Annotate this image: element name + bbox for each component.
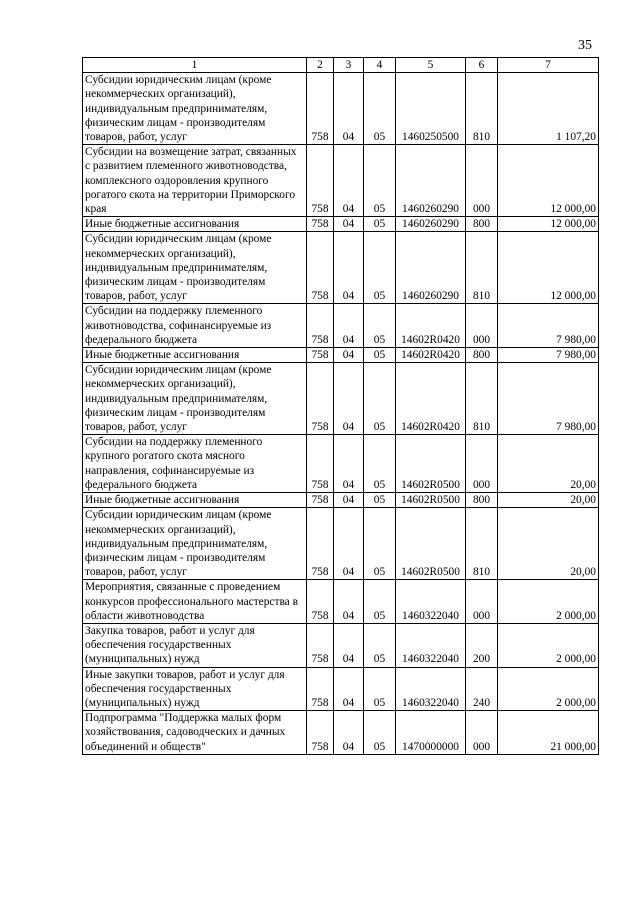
target-article-cell: 1460322040 [396,580,466,624]
table-body [83,73,599,755]
subsection-code-cell: 05 [364,145,396,217]
row-name-cell: Мероприятия, связанные с проведением конкурсов профессионального мастерства в области животноводства [83,580,307,624]
expense-type-cell: 810 [466,363,498,435]
section-code-cell: 04 [334,304,364,348]
header-cell: 3 [334,58,364,73]
section-code-cell: 04 [334,623,364,667]
ministry-code-cell: 758 [307,580,334,624]
subsection-code-cell: 05 [364,623,396,667]
table-row [83,667,599,711]
budget-table [82,57,599,755]
section-code-cell: 04 [334,145,364,217]
row-name-cell: Закупка товаров, работ и услуг для обеспечения государственных (муниципальных) нужд [83,623,307,667]
row-name-cell: Подпрограмма "Поддержка малых форм хозяйствования, садоводческих и дачных объединений и обществ" [83,711,307,755]
target-article-cell: 1460322040 [396,667,466,711]
page-number: 35 [578,38,592,53]
header-cell: 1 [83,58,307,73]
header-cell: 5 [396,58,466,73]
expense-type-cell: 000 [466,711,498,755]
ministry-code-cell: 758 [307,145,334,217]
table-row [83,435,599,493]
ministry-code-cell: 758 [307,73,334,145]
header-cell: 2 [307,58,334,73]
section-code-cell: 04 [334,580,364,624]
amount-cell: 20,00 [498,435,599,493]
header-cell: 7 [498,58,599,73]
ministry-code-cell: 758 [307,232,334,304]
subsection-code-cell: 05 [364,435,396,493]
section-code-cell: 04 [334,348,364,363]
target-article-cell: 1470000000 [396,711,466,755]
table-row [83,580,599,624]
amount-cell: 1 107,20 [498,73,599,145]
section-code-cell: 04 [334,363,364,435]
amount-cell: 21 000,00 [498,711,599,755]
ministry-code-cell: 758 [307,667,334,711]
row-name-cell: Субсидии на поддержку племенного животноводства, софинансируемые из федерального бюджета [83,304,307,348]
ministry-code-cell: 758 [307,348,334,363]
table-row [83,73,599,145]
table-row [83,304,599,348]
table-row [83,145,599,217]
amount-cell: 7 980,00 [498,304,599,348]
row-name-cell: Иные закупки товаров, работ и услуг для обеспечения государственных (муниципальных) нужд [83,667,307,711]
target-article-cell: 14602R0420 [396,348,466,363]
expense-type-cell: 800 [466,348,498,363]
ministry-code-cell: 758 [307,363,334,435]
subsection-code-cell: 05 [364,667,396,711]
expense-type-cell: 000 [466,304,498,348]
row-name-cell: Субсидии на поддержку племенного крупного рогатого скота мясного направления, софинансируемые из федерального бюджета [83,435,307,493]
section-code-cell: 04 [334,508,364,580]
amount-cell: 7 980,00 [498,348,599,363]
table-row [83,493,599,508]
subsection-code-cell: 05 [364,348,396,363]
expense-type-cell: 810 [466,73,498,145]
target-article-cell: 14602R0500 [396,493,466,508]
target-article-cell: 1460260290 [396,145,466,217]
row-name-cell: Субсидии на возмещение затрат, связанных с развитием племенного животноводства, комплексного оздоровления крупного рогатого скота на территории Приморского края [83,145,307,217]
subsection-code-cell: 05 [364,232,396,304]
ministry-code-cell: 758 [307,623,334,667]
target-article-cell: 1460260290 [396,232,466,304]
expense-type-cell: 240 [466,667,498,711]
row-name-cell: Иные бюджетные ассигнования [83,217,307,232]
subsection-code-cell: 05 [364,508,396,580]
subsection-code-cell: 05 [364,363,396,435]
expense-type-cell: 810 [466,232,498,304]
row-name-cell: Субсидии юридическим лицам (кроме некоммерческих организаций), индивидуальным предпринимателям, физическим лицам - производителям товаров, работ, услуг [83,363,307,435]
section-code-cell: 04 [334,217,364,232]
section-code-cell: 04 [334,493,364,508]
subsection-code-cell: 05 [364,580,396,624]
target-article-cell: 1460260290 [396,217,466,232]
ministry-code-cell: 758 [307,435,334,493]
section-code-cell: 04 [334,73,364,145]
table-row [83,508,599,580]
ministry-code-cell: 758 [307,508,334,580]
row-name-cell: Субсидии юридическим лицам (кроме некоммерческих организаций), индивидуальным предпринимателям, физическим лицам - производителям товаров, работ, услуг [83,73,307,145]
table-row [83,623,599,667]
subsection-code-cell: 05 [364,304,396,348]
amount-cell: 12 000,00 [498,232,599,304]
expense-type-cell: 000 [466,435,498,493]
expense-type-cell: 800 [466,217,498,232]
target-article-cell: 14602R0500 [396,508,466,580]
amount-cell: 20,00 [498,493,599,508]
amount-cell: 2 000,00 [498,667,599,711]
amount-cell: 12 000,00 [498,145,599,217]
section-code-cell: 04 [334,711,364,755]
table-row [83,348,599,363]
subsection-code-cell: 05 [364,711,396,755]
section-code-cell: 04 [334,435,364,493]
header-cell: 4 [364,58,396,73]
amount-cell: 20,00 [498,508,599,580]
table-row [83,711,599,755]
ministry-code-cell: 758 [307,304,334,348]
expense-type-cell: 810 [466,508,498,580]
section-code-cell: 04 [334,667,364,711]
amount-cell: 7 980,00 [498,363,599,435]
target-article-cell: 14602R0420 [396,304,466,348]
target-article-cell: 14602R0500 [396,435,466,493]
subsection-code-cell: 05 [364,217,396,232]
amount-cell: 2 000,00 [498,580,599,624]
ministry-code-cell: 758 [307,217,334,232]
expense-type-cell: 800 [466,493,498,508]
section-code-cell: 04 [334,232,364,304]
target-article-cell: 1460322040 [396,623,466,667]
row-name-cell: Иные бюджетные ассигнования [83,493,307,508]
expense-type-cell: 000 [466,145,498,217]
table-row [83,217,599,232]
ministry-code-cell: 758 [307,711,334,755]
header-cell: 6 [466,58,498,73]
row-name-cell: Иные бюджетные ассигнования [83,348,307,363]
table-row [83,232,599,304]
row-name-cell: Субсидии юридическим лицам (кроме некоммерческих организаций), индивидуальным предпринимателям, физическим лицам - производителям товаров, работ, услуг [83,508,307,580]
subsection-code-cell: 05 [364,493,396,508]
subsection-code-cell: 05 [364,73,396,145]
expense-type-cell: 200 [466,623,498,667]
target-article-cell: 14602R0420 [396,363,466,435]
table-header-row [83,58,599,73]
amount-cell: 12 000,00 [498,217,599,232]
amount-cell: 2 000,00 [498,623,599,667]
ministry-code-cell: 758 [307,493,334,508]
table-row [83,363,599,435]
row-name-cell: Субсидии юридическим лицам (кроме некоммерческих организаций), индивидуальным предпринимателям, физическим лицам - производителям товаров, работ, услуг [83,232,307,304]
expense-type-cell: 000 [466,580,498,624]
target-article-cell: 1460250500 [396,73,466,145]
